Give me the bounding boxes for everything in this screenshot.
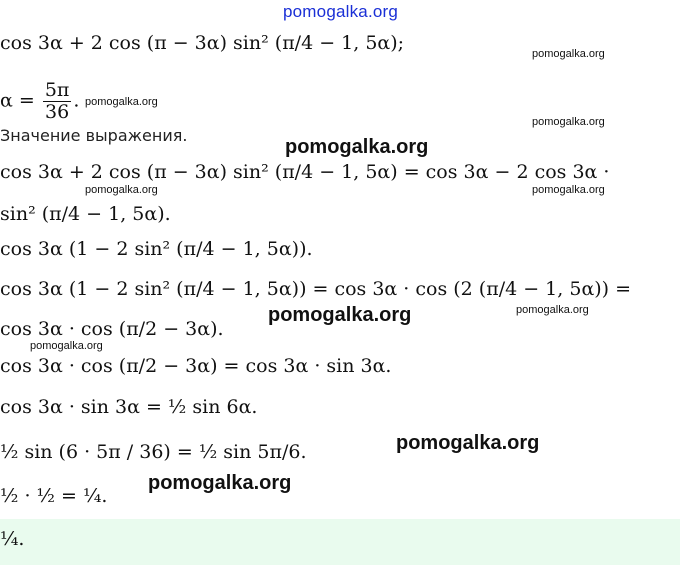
formula-line-4: cos 3α + 2 cos (π − 3α) sin² (π/4 − 1, 5α) = cos 3α − 2 cos 3α · xyxy=(0,161,610,183)
watermark-big: pomogalka.org xyxy=(268,304,412,326)
watermark-small: pomogalka.org xyxy=(532,116,605,128)
formula-line-7: cos 3α (1 − 2 sin² (π/4 − 1, 5α)) = cos 3α · cos (2 (π/4 − 1, 5α)) = xyxy=(0,278,632,300)
formula-line-9: cos 3α · cos (π/2 − 3α) = cos 3α · sin 3α. xyxy=(0,355,392,377)
watermark-small: pomogalka.org xyxy=(516,304,589,316)
formula-line-2 xyxy=(0,80,79,123)
formula-line-8: cos 3α · cos (π/2 − 3α). xyxy=(0,318,224,340)
numerator: 5π xyxy=(44,79,70,101)
watermark-small: pomogalka.org xyxy=(85,184,158,196)
watermark-small: pomogalka.org xyxy=(532,184,605,196)
alpha-equals: α = xyxy=(0,89,35,112)
formula-line-5: sin² (π/4 − 1, 5α). xyxy=(0,203,171,225)
formula-line-11: ½ sin (6 · 5π / 36) = ½ sin 5π/6. xyxy=(0,441,307,463)
answer-box xyxy=(0,519,680,565)
section-label: Значение выражения. xyxy=(0,126,188,145)
formula-line-10: cos 3α · sin 3α = ½ sin 6α. xyxy=(0,396,258,418)
fraction xyxy=(43,80,72,123)
formula-line-6: cos 3α (1 − 2 sin² (π/4 − 1, 5α)). xyxy=(0,238,313,260)
watermark-top[interactable]: pomogalka.org xyxy=(283,2,399,21)
answer: ¼. xyxy=(0,528,25,550)
watermark-big: pomogalka.org xyxy=(396,432,540,454)
period: . xyxy=(73,89,80,112)
watermark-big: pomogalka.org xyxy=(148,472,292,494)
watermark-big: pomogalka.org xyxy=(285,136,429,158)
watermark-small: pomogalka.org xyxy=(30,340,103,352)
watermark-small: pomogalka.org xyxy=(532,48,605,60)
watermark-small: pomogalka.org xyxy=(85,96,158,108)
formula-line-1: cos 3α + 2 cos (π − 3α) sin² (π/4 − 1, 5α); xyxy=(0,32,405,54)
denominator: 36 xyxy=(45,100,70,123)
formula-line-12: ½ · ½ = ¼. xyxy=(0,485,108,507)
